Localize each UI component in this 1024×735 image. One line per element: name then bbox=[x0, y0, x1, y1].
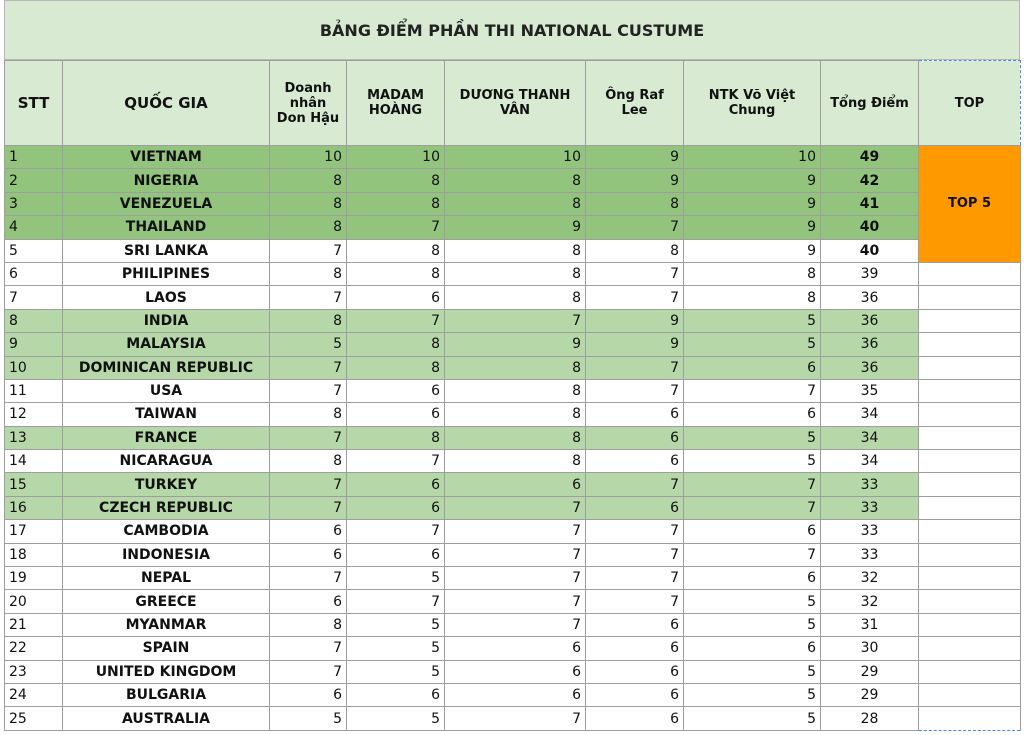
score-judge-1[interactable]: 8 bbox=[270, 450, 347, 473]
score-judge-2[interactable]: 5 bbox=[347, 613, 445, 636]
table-row bbox=[5, 216, 1021, 239]
score-judge-2[interactable]: 8 bbox=[347, 333, 445, 356]
score-judge-2[interactable]: 8 bbox=[347, 169, 445, 192]
score-judge-3[interactable]: 8 bbox=[445, 403, 586, 426]
score-judge-3[interactable]: 6 bbox=[445, 683, 586, 706]
table-row bbox=[5, 590, 1021, 613]
stt-cell[interactable]: 8 bbox=[5, 309, 63, 332]
total-cell[interactable]: 32 bbox=[821, 590, 919, 613]
stt-cell[interactable]: 16 bbox=[5, 496, 63, 519]
country-cell[interactable]: FRANCE bbox=[63, 426, 270, 449]
top-cell[interactable] bbox=[919, 379, 1021, 402]
score-judge-3[interactable]: 7 bbox=[445, 309, 586, 332]
score-judge-5[interactable]: 6 bbox=[684, 567, 821, 590]
score-judge-1[interactable]: 8 bbox=[270, 169, 347, 192]
top-cell[interactable] bbox=[919, 707, 1021, 730]
table-row bbox=[5, 637, 1021, 660]
score-table bbox=[4, 60, 1021, 731]
score-judge-2[interactable]: 8 bbox=[347, 192, 445, 215]
score-judge-4[interactable]: 7 bbox=[586, 520, 684, 543]
top-cell[interactable] bbox=[919, 450, 1021, 473]
total-cell[interactable]: 31 bbox=[821, 613, 919, 636]
stt-cell[interactable]: 11 bbox=[5, 379, 63, 402]
total-cell[interactable]: 35 bbox=[821, 379, 919, 402]
score-judge-2[interactable]: 6 bbox=[347, 683, 445, 706]
score-judge-1[interactable]: 6 bbox=[270, 683, 347, 706]
stt-cell[interactable]: 12 bbox=[5, 403, 63, 426]
total-cell[interactable]: 30 bbox=[821, 637, 919, 660]
header-stt[interactable]: STT bbox=[5, 61, 63, 146]
country-cell[interactable]: SPAIN bbox=[63, 637, 270, 660]
score-judge-5[interactable]: 7 bbox=[684, 543, 821, 566]
score-judge-5[interactable]: 7 bbox=[684, 473, 821, 496]
score-judge-2[interactable]: 6 bbox=[347, 286, 445, 309]
top5-badge[interactable]: TOP 5 bbox=[919, 146, 1021, 263]
stt-cell[interactable]: 17 bbox=[5, 520, 63, 543]
score-judge-1[interactable]: 8 bbox=[270, 613, 347, 636]
header-row bbox=[5, 61, 1021, 146]
stt-cell[interactable]: 24 bbox=[5, 683, 63, 706]
country-cell[interactable]: INDIA bbox=[63, 309, 270, 332]
score-judge-4[interactable]: 9 bbox=[586, 309, 684, 332]
stt-cell[interactable]: 14 bbox=[5, 450, 63, 473]
top-cell[interactable] bbox=[919, 286, 1021, 309]
score-judge-3[interactable]: 8 bbox=[445, 239, 586, 262]
total-cell[interactable]: 34 bbox=[821, 450, 919, 473]
score-judge-4[interactable]: 6 bbox=[586, 450, 684, 473]
score-judge-3[interactable]: 6 bbox=[445, 637, 586, 660]
score-judge-1[interactable]: 8 bbox=[270, 403, 347, 426]
score-judge-2[interactable]: 8 bbox=[347, 426, 445, 449]
score-judge-3[interactable]: 7 bbox=[445, 567, 586, 590]
score-judge-1[interactable]: 6 bbox=[270, 590, 347, 613]
score-judge-1[interactable]: 7 bbox=[270, 239, 347, 262]
score-judge-3[interactable]: 8 bbox=[445, 169, 586, 192]
score-judge-4[interactable]: 8 bbox=[586, 239, 684, 262]
total-cell[interactable]: 33 bbox=[821, 496, 919, 519]
score-judge-5[interactable]: 5 bbox=[684, 590, 821, 613]
country-cell[interactable]: CAMBODIA bbox=[63, 520, 270, 543]
score-judge-5[interactable]: 6 bbox=[684, 403, 821, 426]
country-cell[interactable]: PHILIPINES bbox=[63, 262, 270, 285]
score-judge-3[interactable]: 8 bbox=[445, 426, 586, 449]
score-judge-5[interactable]: 6 bbox=[684, 356, 821, 379]
score-judge-5[interactable]: 7 bbox=[684, 496, 821, 519]
total-cell[interactable]: 34 bbox=[821, 426, 919, 449]
table-row bbox=[5, 403, 1021, 426]
table-row bbox=[5, 543, 1021, 566]
country-cell[interactable]: TAIWAN bbox=[63, 403, 270, 426]
total-cell[interactable]: 40 bbox=[821, 216, 919, 239]
country-cell[interactable]: NEPAL bbox=[63, 567, 270, 590]
table-row bbox=[5, 567, 1021, 590]
top-cell[interactable] bbox=[919, 567, 1021, 590]
score-judge-3[interactable]: 9 bbox=[445, 216, 586, 239]
total-cell[interactable]: 32 bbox=[821, 567, 919, 590]
top-cell[interactable] bbox=[919, 543, 1021, 566]
score-judge-5[interactable]: 5 bbox=[684, 613, 821, 636]
score-judge-5[interactable]: 7 bbox=[684, 379, 821, 402]
score-judge-5[interactable]: 5 bbox=[684, 426, 821, 449]
score-judge-2[interactable]: 6 bbox=[347, 543, 445, 566]
country-cell[interactable]: MYANMAR bbox=[63, 613, 270, 636]
score-judge-1[interactable]: 7 bbox=[270, 637, 347, 660]
header-judge-1[interactable]: Doanh nhân Don Hậu bbox=[270, 61, 347, 146]
total-cell[interactable]: 34 bbox=[821, 403, 919, 426]
table-title[interactable]: BẢNG ĐIỂM PHẦN THI NATIONAL CUSTUME bbox=[4, 0, 1020, 60]
total-cell[interactable]: 36 bbox=[821, 356, 919, 379]
table-row bbox=[5, 496, 1021, 519]
score-judge-4[interactable]: 7 bbox=[586, 543, 684, 566]
score-judge-3[interactable]: 8 bbox=[445, 192, 586, 215]
total-cell[interactable]: 33 bbox=[821, 543, 919, 566]
score-judge-5[interactable]: 5 bbox=[684, 707, 821, 730]
table-row bbox=[5, 192, 1021, 215]
stt-cell[interactable]: 13 bbox=[5, 426, 63, 449]
country-cell[interactable]: VIETNAM bbox=[63, 146, 270, 169]
score-judge-2[interactable]: 7 bbox=[347, 590, 445, 613]
score-judge-1[interactable]: 6 bbox=[270, 520, 347, 543]
top-cell[interactable] bbox=[919, 590, 1021, 613]
header-judge-4[interactable]: Ông Raf Lee bbox=[586, 61, 684, 146]
score-judge-3[interactable]: 10 bbox=[445, 146, 586, 169]
stt-cell[interactable]: 10 bbox=[5, 356, 63, 379]
score-judge-3[interactable]: 6 bbox=[445, 473, 586, 496]
top-cell[interactable] bbox=[919, 403, 1021, 426]
header-judge-3[interactable]: DƯƠNG THANH VÂN bbox=[445, 61, 586, 146]
score-judge-3[interactable]: 8 bbox=[445, 286, 586, 309]
total-cell[interactable]: 29 bbox=[821, 683, 919, 706]
table-row bbox=[5, 262, 1021, 285]
table-row bbox=[5, 660, 1021, 683]
top-cell[interactable] bbox=[919, 637, 1021, 660]
score-judge-2[interactable]: 7 bbox=[347, 520, 445, 543]
score-judge-2[interactable]: 10 bbox=[347, 146, 445, 169]
total-cell[interactable]: 40 bbox=[821, 239, 919, 262]
top-cell[interactable] bbox=[919, 262, 1021, 285]
country-cell[interactable]: BULGARIA bbox=[63, 683, 270, 706]
score-judge-3[interactable]: 7 bbox=[445, 707, 586, 730]
stt-cell[interactable]: 21 bbox=[5, 613, 63, 636]
score-judge-5[interactable]: 9 bbox=[684, 169, 821, 192]
score-judge-3[interactable]: 7 bbox=[445, 590, 586, 613]
table-row bbox=[5, 379, 1021, 402]
score-judge-4[interactable]: 6 bbox=[586, 660, 684, 683]
score-judge-4[interactable]: 7 bbox=[586, 473, 684, 496]
score-judge-2[interactable]: 6 bbox=[347, 473, 445, 496]
score-judge-2[interactable]: 5 bbox=[347, 707, 445, 730]
score-judge-5[interactable]: 5 bbox=[684, 309, 821, 332]
total-cell[interactable]: 33 bbox=[821, 520, 919, 543]
score-judge-3[interactable]: 7 bbox=[445, 520, 586, 543]
header-top[interactable]: TOP bbox=[919, 61, 1021, 146]
table-row bbox=[5, 286, 1021, 309]
score-judge-1[interactable]: 7 bbox=[270, 496, 347, 519]
score-judge-4[interactable]: 6 bbox=[586, 637, 684, 660]
stt-cell[interactable]: 15 bbox=[5, 473, 63, 496]
stt-cell[interactable]: 2 bbox=[5, 169, 63, 192]
score-judge-3[interactable]: 8 bbox=[445, 379, 586, 402]
top-cell[interactable] bbox=[919, 613, 1021, 636]
score-judge-5[interactable]: 9 bbox=[684, 192, 821, 215]
score-judge-5[interactable]: 8 bbox=[684, 286, 821, 309]
score-judge-4[interactable]: 6 bbox=[586, 707, 684, 730]
score-judge-5[interactable]: 9 bbox=[684, 239, 821, 262]
score-judge-4[interactable]: 7 bbox=[586, 262, 684, 285]
country-cell[interactable]: AUSTRALIA bbox=[63, 707, 270, 730]
score-judge-1[interactable]: 5 bbox=[270, 333, 347, 356]
score-judge-5[interactable]: 5 bbox=[684, 660, 821, 683]
total-cell[interactable]: 28 bbox=[821, 707, 919, 730]
top-cell[interactable] bbox=[919, 333, 1021, 356]
stt-cell[interactable]: 20 bbox=[5, 590, 63, 613]
score-judge-2[interactable]: 5 bbox=[347, 637, 445, 660]
country-cell[interactable]: MALAYSIA bbox=[63, 333, 270, 356]
score-judge-1[interactable]: 7 bbox=[270, 426, 347, 449]
score-judge-4[interactable]: 6 bbox=[586, 683, 684, 706]
top-cell[interactable] bbox=[919, 356, 1021, 379]
total-cell[interactable]: 41 bbox=[821, 192, 919, 215]
score-judge-3[interactable]: 6 bbox=[445, 660, 586, 683]
score-judge-2[interactable]: 6 bbox=[347, 496, 445, 519]
country-cell[interactable]: USA bbox=[63, 379, 270, 402]
table-row bbox=[5, 473, 1021, 496]
stt-cell[interactable]: 4 bbox=[5, 216, 63, 239]
stt-cell[interactable]: 19 bbox=[5, 567, 63, 590]
score-judge-3[interactable]: 7 bbox=[445, 613, 586, 636]
score-judge-3[interactable]: 9 bbox=[445, 333, 586, 356]
score-judge-1[interactable]: 8 bbox=[270, 262, 347, 285]
score-judge-2[interactable]: 7 bbox=[347, 309, 445, 332]
score-judge-4[interactable]: 9 bbox=[586, 169, 684, 192]
table-row bbox=[5, 450, 1021, 473]
top-cell[interactable] bbox=[919, 683, 1021, 706]
country-cell[interactable]: GREECE bbox=[63, 590, 270, 613]
stt-cell[interactable]: 5 bbox=[5, 239, 63, 262]
header-judge-5[interactable]: NTK Võ Việt Chung bbox=[684, 61, 821, 146]
score-judge-1[interactable]: 7 bbox=[270, 660, 347, 683]
total-cell[interactable]: 39 bbox=[821, 262, 919, 285]
score-judge-4[interactable]: 8 bbox=[586, 192, 684, 215]
table-row bbox=[5, 683, 1021, 706]
score-judge-4[interactable]: 7 bbox=[586, 567, 684, 590]
score-judge-4[interactable]: 6 bbox=[586, 613, 684, 636]
score-judge-1[interactable]: 8 bbox=[270, 309, 347, 332]
table-row bbox=[5, 426, 1021, 449]
score-judge-4[interactable]: 7 bbox=[586, 216, 684, 239]
country-cell[interactable]: THAILAND bbox=[63, 216, 270, 239]
country-cell[interactable]: DOMINICAN REPUBLIC bbox=[63, 356, 270, 379]
top-cell[interactable] bbox=[919, 520, 1021, 543]
score-judge-2[interactable]: 6 bbox=[347, 379, 445, 402]
stt-cell[interactable]: 25 bbox=[5, 707, 63, 730]
score-judge-4[interactable]: 6 bbox=[586, 426, 684, 449]
score-judge-2[interactable]: 8 bbox=[347, 356, 445, 379]
score-judge-1[interactable]: 8 bbox=[270, 216, 347, 239]
score-judge-1[interactable]: 7 bbox=[270, 379, 347, 402]
header-country[interactable]: QUỐC GIA bbox=[63, 61, 270, 146]
table-row bbox=[5, 169, 1021, 192]
total-cell[interactable]: 33 bbox=[821, 473, 919, 496]
score-judge-3[interactable]: 8 bbox=[445, 356, 586, 379]
score-judge-3[interactable]: 7 bbox=[445, 496, 586, 519]
score-judge-1[interactable]: 5 bbox=[270, 707, 347, 730]
score-judge-2[interactable]: 5 bbox=[347, 567, 445, 590]
score-judge-4[interactable]: 7 bbox=[586, 379, 684, 402]
score-judge-2[interactable]: 7 bbox=[347, 216, 445, 239]
table-row bbox=[5, 356, 1021, 379]
score-judge-5[interactable]: 5 bbox=[684, 450, 821, 473]
score-judge-1[interactable]: 7 bbox=[270, 473, 347, 496]
country-cell[interactable]: LAOS bbox=[63, 286, 270, 309]
country-cell[interactable]: UNITED KINGDOM bbox=[63, 660, 270, 683]
table-row bbox=[5, 707, 1021, 730]
score-judge-1[interactable]: 7 bbox=[270, 356, 347, 379]
top-cell[interactable] bbox=[919, 309, 1021, 332]
score-judge-5[interactable]: 9 bbox=[684, 216, 821, 239]
table-row bbox=[5, 613, 1021, 636]
score-judge-5[interactable]: 5 bbox=[684, 683, 821, 706]
table-row bbox=[5, 239, 1021, 262]
stt-cell[interactable]: 22 bbox=[5, 637, 63, 660]
stt-cell[interactable]: 1 bbox=[5, 146, 63, 169]
total-cell[interactable]: 49 bbox=[821, 146, 919, 169]
score-judge-5[interactable]: 6 bbox=[684, 520, 821, 543]
score-judge-2[interactable]: 7 bbox=[347, 450, 445, 473]
score-judge-1[interactable]: 10 bbox=[270, 146, 347, 169]
score-judge-3[interactable]: 8 bbox=[445, 450, 586, 473]
score-judge-4[interactable]: 9 bbox=[586, 333, 684, 356]
stt-cell[interactable]: 3 bbox=[5, 192, 63, 215]
stt-cell[interactable]: 18 bbox=[5, 543, 63, 566]
score-judge-3[interactable]: 8 bbox=[445, 262, 586, 285]
table-row bbox=[5, 146, 1021, 169]
score-judge-5[interactable]: 5 bbox=[684, 333, 821, 356]
score-judge-1[interactable]: 8 bbox=[270, 192, 347, 215]
score-judge-4[interactable]: 7 bbox=[586, 356, 684, 379]
table-body bbox=[5, 146, 1021, 731]
top-cell[interactable] bbox=[919, 496, 1021, 519]
score-judge-5[interactable]: 6 bbox=[684, 637, 821, 660]
total-cell[interactable]: 36 bbox=[821, 286, 919, 309]
top-cell[interactable] bbox=[919, 473, 1021, 496]
country-cell[interactable]: NICARAGUA bbox=[63, 450, 270, 473]
score-judge-2[interactable]: 8 bbox=[347, 239, 445, 262]
stt-cell[interactable]: 9 bbox=[5, 333, 63, 356]
score-judge-5[interactable]: 8 bbox=[684, 262, 821, 285]
stt-cell[interactable]: 6 bbox=[5, 262, 63, 285]
score-judge-2[interactable]: 5 bbox=[347, 660, 445, 683]
country-cell[interactable]: SRI LANKA bbox=[63, 239, 270, 262]
country-cell[interactable]: INDONESIA bbox=[63, 543, 270, 566]
country-cell[interactable]: TURKEY bbox=[63, 473, 270, 496]
stt-cell[interactable]: 23 bbox=[5, 660, 63, 683]
table-row bbox=[5, 520, 1021, 543]
score-judge-1[interactable]: 7 bbox=[270, 286, 347, 309]
score-judge-4[interactable]: 7 bbox=[586, 286, 684, 309]
score-judge-4[interactable]: 7 bbox=[586, 590, 684, 613]
total-cell[interactable]: 42 bbox=[821, 169, 919, 192]
score-judge-2[interactable]: 6 bbox=[347, 403, 445, 426]
score-judge-1[interactable]: 6 bbox=[270, 543, 347, 566]
total-cell[interactable]: 36 bbox=[821, 333, 919, 356]
score-judge-4[interactable]: 6 bbox=[586, 496, 684, 519]
total-cell[interactable]: 36 bbox=[821, 309, 919, 332]
score-judge-4[interactable]: 9 bbox=[586, 146, 684, 169]
score-judge-4[interactable]: 6 bbox=[586, 403, 684, 426]
top-cell[interactable] bbox=[919, 660, 1021, 683]
top-cell[interactable] bbox=[919, 426, 1021, 449]
table-row bbox=[5, 309, 1021, 332]
score-judge-3[interactable]: 7 bbox=[445, 543, 586, 566]
score-judge-2[interactable]: 8 bbox=[347, 262, 445, 285]
country-cell[interactable]: VENEZUELA bbox=[63, 192, 270, 215]
header-judge-2[interactable]: MADAM HOÀNG bbox=[347, 61, 445, 146]
score-judge-1[interactable]: 7 bbox=[270, 567, 347, 590]
header-total[interactable]: Tổng Điểm bbox=[821, 61, 919, 146]
stt-cell[interactable]: 7 bbox=[5, 286, 63, 309]
score-judge-5[interactable]: 10 bbox=[684, 146, 821, 169]
total-cell[interactable]: 29 bbox=[821, 660, 919, 683]
country-cell[interactable]: CZECH REPUBLIC bbox=[63, 496, 270, 519]
table-row bbox=[5, 333, 1021, 356]
country-cell[interactable]: NIGERIA bbox=[63, 169, 270, 192]
